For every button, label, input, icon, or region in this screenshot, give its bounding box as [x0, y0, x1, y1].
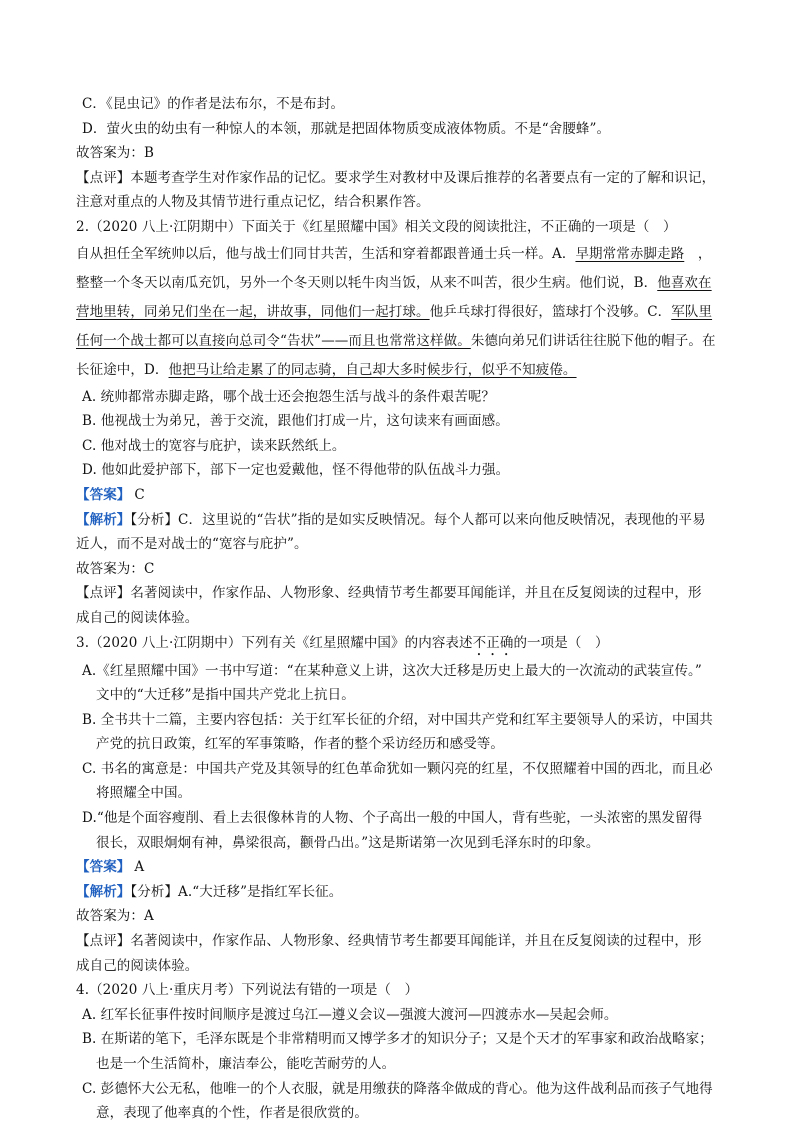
q2-annotation-c: 军队里: [671, 303, 713, 320]
q3-option-c-line-1: C. 书名的寓意是：中国共产党及其领导的红色革命犹如一颗闪亮的红星，不仅照耀着中国的西北，而且必: [82, 760, 713, 777]
q3-stem-text: 的一项是（ ）: [513, 634, 609, 651]
q3-comment-line-1: [76, 929, 722, 954]
q2-annotation-c: 任何一个战士都可以直接向总司令“告状”——而且也常常这样做。: [76, 332, 471, 349]
q4-stem: 4.（2020 八上·重庆月考）下列说法有错的一项是（ ）: [76, 982, 419, 999]
q1-option-d: D．萤火虫的幼虫有一种惊人的本领，那就是把固体物质变成液体物质。不是“舍腰蜂”。: [82, 120, 611, 137]
q2-option-d: D. 他如此爱护部下，部下一定也爱戴他，怪不得他带的队伍战斗力强。: [82, 462, 510, 479]
answer-value: C: [134, 486, 145, 503]
q3-answer: [76, 855, 722, 880]
q2-comment-text: 名著阅读中，作家作品、人物形象、经典情节考生都要耳闻能详，并且在反复阅读的过程中，形: [130, 585, 702, 602]
q2-passage-text: 整整一个冬天以南瓜充饥，另外一个冬天则以牦牛肉当饭，从来不叫苦，很少生病。他们说，B．: [76, 274, 658, 291]
q2-answer: [76, 483, 722, 508]
answer-value: A: [134, 859, 145, 876]
answer-tag: 【答案】: [76, 486, 131, 503]
q2-annotation-a: 早期常常赤脚走路: [575, 245, 685, 262]
q4-option-b-line-2: 也是一个生活简朴，廉洁奉公，能吃苦耐劳的人。: [96, 1056, 396, 1072]
comment-tag: 【点评】: [76, 585, 131, 602]
q1-final-answer: 故答案为：B: [76, 145, 155, 162]
answer-tag: 【答案】: [76, 859, 131, 876]
q2-annotation-b: 他喜欢在: [657, 274, 712, 291]
q2-passage-text: 长征途中，D．: [76, 361, 169, 378]
q2-analysis-line-1: [76, 508, 722, 533]
q2-final-answer: 故答案为：C: [76, 560, 155, 577]
q2-stem: 2.（2020 八上·江阴期中）下面关于《红星照耀中国》相关文段的阅读批注，不正确的一项是（ ）: [76, 218, 677, 235]
q3-option-c-line-2: 将照耀全中国。: [96, 785, 192, 802]
q2-annotation-b: 营地里转，同弟兄们坐在一起，讲故事，同他们一起打球。: [76, 303, 430, 320]
q3-option-d-line-1: D.“他是个面容瘦削、看上去很像林肯的人物、个子高出一般的中国人，背有些驼，一头浓密的黑发留得: [82, 810, 703, 827]
q2-passage-text: 他乒乓球打得很好，篮球打个没够。C．: [429, 303, 672, 320]
q3-analysis-text: 【分析】A.“大迁移”是指红军长征。: [130, 883, 343, 900]
q3-analysis-line-1: [76, 880, 722, 905]
q3-comment-line-2: 成自己的阅读体验。: [76, 957, 199, 974]
q4-option-a: A. 红军长征事件按时间顺序是渡过乌江—遵义会议—强渡大渡河—四渡赤水—吴起会师。: [82, 1006, 618, 1023]
q3-option-b-line-1: B. 全书共十二篇，主要内容包括：关于红军长征的介绍，对中国共产党和红军主要领导人的采访，中国共: [82, 711, 713, 728]
q1-option-c: C．《昆虫记》的作者是法布尔，不是布封。: [82, 96, 345, 112]
q1-comment-line-2: 注意对重点的人物及其情节进行重点记忆，结合积累作答。: [76, 194, 430, 211]
q2-comment-line-2: 成自己的阅读体验。: [76, 609, 199, 626]
comment-tag: 【点评】: [76, 933, 131, 950]
q2-passage-text: ，: [684, 245, 712, 262]
q2-option-b: B. 他视战士为弟兄，善于交流，跟他们打成一片，这句读来有画面感。: [82, 413, 509, 430]
q2-passage-text: 自从担任全军统帅以后，他与战士们同甘共苦，生活和穿着都跟普通士兵一样。A．: [76, 245, 576, 262]
q3-option-a-line-2: 文中的“大迁移”是指中国共产党北上抗日。: [96, 687, 355, 704]
q3-stem-text: 3.（2020 八上·江阴期中）下列有关《红星照耀中国》的内容表述: [76, 634, 473, 651]
analysis-tag: 【解析】: [76, 883, 131, 900]
q4-option-b-line-1: B. 在斯诺的笔下，毛泽东既是个非常精明而又博学多才的知识分子；又是个天才的军事家和政治战略家；: [82, 1031, 713, 1048]
q3-final-answer: 故答案为：A: [76, 908, 154, 925]
q2-annotation-d: 他把马让给走累了的同志骑，自己却大多时候步行，似乎不知疲倦。: [168, 361, 577, 378]
q2-passage-line-3: [76, 298, 722, 327]
analysis-tag: 【解析】: [76, 511, 131, 528]
q3-emphasis-text: 不正确: [472, 634, 514, 651]
q3-option-d-line-2: 很长，双眼炯炯有神，鼻梁很高，颧骨凸出。”这是斯诺第一次见到毛泽东时的印象。: [96, 834, 600, 851]
q2-passage-text: 朱德向弟兄们讲话往往脱下他的帽子。在: [470, 332, 716, 349]
q4-option-c-line-1: C. 彭德怀大公无私，他唯一的个人衣服，就是用缴获的降落伞做成的背心。他为这件战利品而孩子气地得: [82, 1080, 713, 1097]
q2-comment-line-1: [76, 581, 722, 606]
q2-option-a: A. 统帅都常赤脚走路，哪个战士还会抱怨生活与战斗的条件艰苦呢？: [82, 388, 496, 405]
q2-option-c: C. 他对战士的宽容与庇护，读来跃然纸上。: [82, 437, 346, 454]
q3-option-b-line-2: 产党的抗日政策，红军的军事策略，作者的整个采访经历和感受等。: [96, 736, 504, 753]
q2-passage-line-5: [76, 356, 722, 385]
comment-tag: 【点评】: [76, 169, 131, 186]
q1-comment-text-1: 本题考查学生对作家作品的记忆。要求学生对教材中及课后推荐的名著要点有一定的了解和识记，: [130, 169, 716, 186]
q4-option-c-line-2: 意，表现了他率真的个性，作者是很欣赏的。: [96, 1105, 368, 1122]
q3-stem: [76, 631, 722, 659]
q3-option-a-line-1: A.《红星照耀中国》一书中写道：“在某种意义上讲，这次大迁移是历史上最大的一次流动的武装宣传。”: [82, 662, 702, 679]
q3-comment-text: 名著阅读中，作家作品、人物形象、经典情节考生都要耳闻能详，并且在反复阅读的过程中，形: [130, 933, 702, 950]
q1-comment-line-1: [76, 166, 722, 191]
q2-passage-line-4: [76, 327, 722, 356]
q2-passage-line-1: [76, 240, 722, 269]
q2-analysis-line-2: 近人，而不是对战士的“宽容与庇护”。: [76, 536, 308, 553]
q2-analysis-text: 【分析】C．这里说的“告状”指的是如实反映情况。每个人都可以来向他反映情况，表现他的平易: [130, 511, 706, 528]
q2-passage-line-2: [76, 269, 722, 298]
